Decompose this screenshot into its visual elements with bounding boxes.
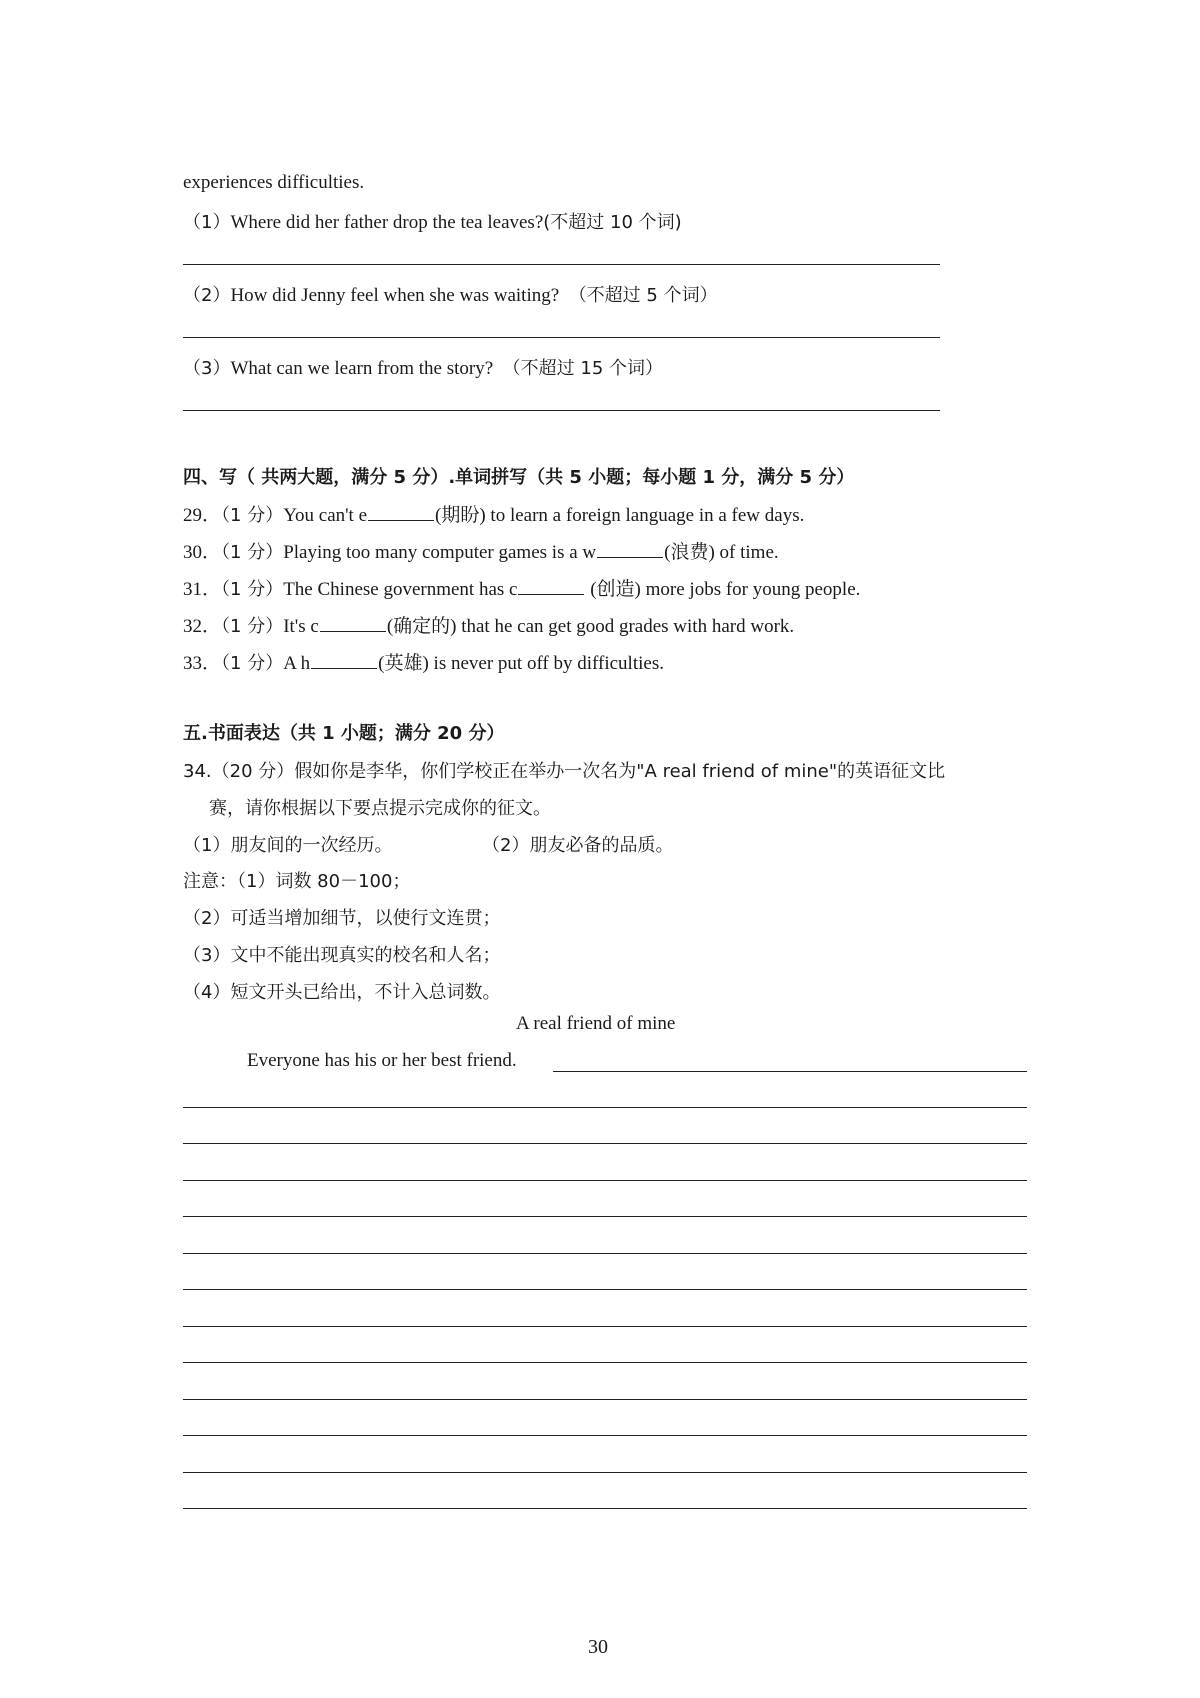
item-text: A h [283, 653, 311, 674]
answer-line-2[interactable] [183, 337, 940, 338]
item-text: The Chinese government has c [283, 579, 518, 600]
item-text: Playing too many computer games is a w [283, 542, 597, 563]
essay-prompt-line1: 34.（20 分）假如你是李华，你们学校正在举办一次名为"A real friend of mine"的英语征文比 [183, 761, 946, 782]
essay-line[interactable] [183, 1289, 1027, 1290]
item-score: （1 分） [221, 505, 284, 526]
note-item: （1）词数 80－100； [237, 871, 411, 892]
continuation-text: experiences difficulties. [183, 172, 365, 193]
question-number: （1） [183, 212, 231, 233]
question-text: Where did her father drop the tea leaves? [230, 212, 544, 233]
question-number: （2） [183, 285, 231, 306]
item-score: （1 分） [221, 616, 284, 637]
spelling-item-29 [183, 500, 804, 527]
reading-question-3 [183, 354, 663, 380]
question-text: How did Jenny feel when she was waiting? [230, 285, 560, 306]
spelling-item-30 [183, 537, 779, 564]
section5-heading [183, 719, 504, 745]
item-number: 30． [183, 542, 222, 563]
essay-prompt-line2: 赛，请你根据以下要点提示完成你的征文。 [209, 798, 551, 819]
item-hint: (创造) more jobs for young people. [585, 579, 861, 600]
essay-line[interactable] [183, 1362, 1027, 1363]
word-limit: （不超过 15 个词） [502, 358, 664, 379]
item-number: 33． [183, 653, 222, 674]
item-score: （1 分） [221, 579, 284, 600]
section4-heading-text: 四、写（ 共两大题，满分 5 分）.单词拼写（共 5 小题；每小题 1 分，满分 5 分） [183, 467, 855, 488]
essay-point-1: （1）朋友间的一次经历。 [183, 835, 393, 856]
note-label: 注意： [183, 871, 237, 892]
spelling-blank[interactable] [311, 667, 377, 669]
question-text: What can we learn from the story? [230, 358, 494, 379]
note-item-4: （4）短文开头已给出，不计入总词数。 [183, 982, 501, 1003]
item-hint: (确定的) that he can get good grades with hard work. [386, 616, 795, 637]
essay-line[interactable] [183, 1180, 1027, 1181]
item-text: It's c [283, 616, 319, 637]
essay-line[interactable] [183, 1216, 1027, 1217]
spelling-item-32 [183, 611, 794, 638]
essay-line[interactable] [183, 1143, 1027, 1144]
spelling-blank[interactable] [320, 630, 386, 632]
essay-title: A real friend of mine [516, 1013, 676, 1034]
essay-start: Everyone has his or her best friend. [247, 1050, 517, 1071]
note-item-2: （2）可适当增加细节，以使行文连贯； [183, 908, 501, 929]
spelling-item-31 [183, 574, 860, 601]
item-hint: (期盼) to learn a foreign language in a few days. [435, 505, 805, 526]
essay-line[interactable] [183, 1472, 1027, 1473]
essay-line[interactable] [183, 1326, 1027, 1327]
essay-line[interactable] [183, 1435, 1027, 1436]
item-number: 29． [183, 505, 222, 526]
section5-heading-text: 五.书面表达（共 1 小题；满分 20 分） [183, 723, 505, 744]
item-score: （1 分） [221, 653, 284, 674]
answer-line-3[interactable] [183, 410, 940, 411]
item-text: You can't e [283, 505, 368, 526]
essay-point-2: （2）朋友必备的品质。 [482, 835, 674, 856]
reading-question-2 [183, 281, 718, 307]
essay-line[interactable] [183, 1399, 1027, 1400]
spelling-blank[interactable] [597, 556, 663, 558]
item-hint: (浪费) of time. [664, 542, 779, 563]
spelling-blank[interactable] [518, 593, 584, 595]
item-score: （1 分） [221, 542, 284, 563]
essay-line-first[interactable] [553, 1071, 1027, 1072]
item-number: 32． [183, 616, 222, 637]
page-number: 30 [588, 1636, 608, 1658]
essay-line[interactable] [183, 1253, 1027, 1254]
essay-line[interactable] [183, 1508, 1027, 1509]
item-hint: (英雄) is never put off by difficulties. [378, 653, 664, 674]
section4-heading [183, 463, 854, 489]
item-number: 31． [183, 579, 222, 600]
notes-first [183, 867, 410, 893]
answer-line-1[interactable] [183, 264, 940, 265]
spelling-blank[interactable] [368, 519, 434, 521]
essay-line[interactable] [183, 1107, 1027, 1108]
note-item-3: （3）文中不能出现真实的校名和人名； [183, 945, 501, 966]
reading-question-1 [183, 208, 682, 234]
spelling-item-33 [183, 648, 664, 675]
word-limit: （不超过 5 个词） [568, 285, 718, 306]
question-number: （3） [183, 358, 231, 379]
word-limit: (不超过 10 个词) [543, 212, 682, 233]
